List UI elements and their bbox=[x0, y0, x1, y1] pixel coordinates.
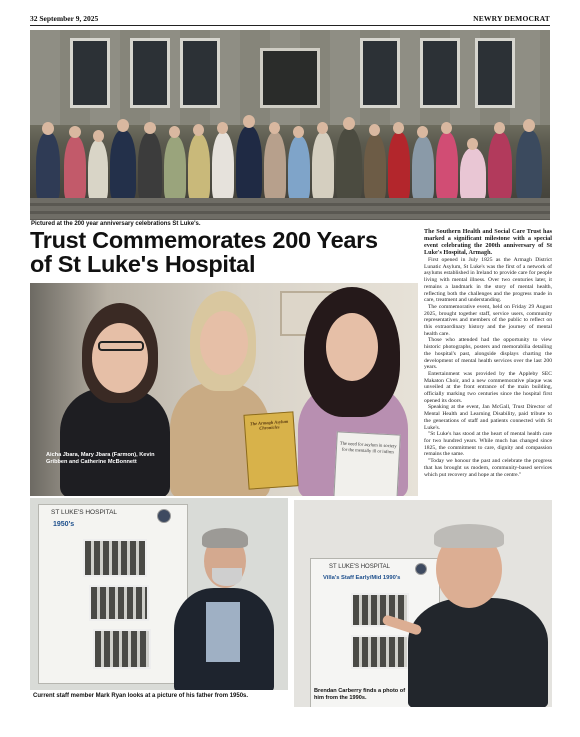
group-photo bbox=[30, 30, 550, 220]
board-subtitle: Villa's Staff Early/Mid 1990's bbox=[323, 575, 401, 581]
article-lead: The Southern Health and Social Care Trust has marked a significant milestone with a special event celebrating the 200th anniversary of St Luke's Hospital, Armagh. bbox=[424, 228, 552, 256]
crowd bbox=[30, 92, 550, 202]
front-steps bbox=[30, 198, 550, 220]
mark-ryan-caption: Current staff member Mark Ryan looks at a picture of his father from 1950s. bbox=[33, 693, 249, 699]
board-title: ST LUKE'S HOSPITAL bbox=[329, 564, 390, 570]
board-title: ST LUKE'S HOSPITAL bbox=[51, 509, 118, 516]
mark-ryan-photo bbox=[30, 498, 288, 690]
trust-seal-icon bbox=[157, 509, 171, 523]
article-body bbox=[424, 228, 552, 478]
staff-photo bbox=[351, 635, 409, 669]
board-year: 1950's bbox=[53, 521, 75, 528]
history-book: The Armagh Asylum Chronicles bbox=[243, 411, 298, 489]
brendan-carberry-photo bbox=[294, 500, 552, 707]
headline: Trust Commemorates 200 Years of St Luke's Hospital bbox=[30, 227, 378, 277]
publication-name: NEWRY DEMOCRAT bbox=[473, 14, 550, 23]
article-paragraph: Speaking at the event, Jan McGall, Trust Director of Mental Health and Learning Disability, paid tribute to the generations of staff and patients connected with St Luke's. bbox=[424, 404, 552, 431]
history-display-board bbox=[38, 504, 188, 684]
article-paragraph: First opened in July 1825 as the Armagh District Lunatic Asylum, St Luke's was the first of a network of asylums established in Ireland to provide care for people living with mental illness. Over two centuries later, it remains a landmark in the story of mental health, reflecting both the challenges and the progress made in care, treatment and understanding. bbox=[424, 257, 552, 304]
article-paragraph: "Today we honour the past and celebrate the progress that has brought us modern, community-based services which put recovery and hope at the centre." bbox=[424, 458, 552, 478]
article-paragraph: Entertainment was provided by the Appleby SEC Makaton Choir, and a new commemorative plaque was unveiled at the front entrance of the main building, officially marking two centuries since the hospital first opened its doors. bbox=[424, 370, 552, 404]
archive-photo bbox=[93, 629, 151, 669]
glasses-icon bbox=[98, 341, 144, 351]
trust-seal-icon bbox=[415, 563, 427, 575]
archive-photo bbox=[83, 539, 147, 577]
women-photo-caption: Aicha Jbara, Mary Jbara (Farmon), Kevin Gribben and Catherine McBonnett bbox=[46, 452, 155, 465]
article-paragraph: "St Luke's has stood at the heart of mental health care for two hundred years. While much has changed since 1825, the commitment to care, dignity and compassion remains the same. bbox=[424, 431, 552, 458]
article-paragraph: Those who attended had the opportunity to view historic photographs, posters and memorabilia detailing the hospital's past, alongside displays charting the development of mental health services over the last 200 years. bbox=[424, 337, 552, 371]
page-date: 32 September 9, 2025 bbox=[30, 14, 99, 23]
brendan-carberry-caption: Brendan Carberry finds a photo of him from the 1990s. bbox=[314, 688, 406, 701]
archive-photo bbox=[89, 585, 149, 621]
page-header bbox=[30, 12, 550, 26]
asylum-booklet: The need for asylum in society for the mentally ill or infirm bbox=[333, 431, 401, 496]
article-paragraph: The commemorative event, held on Friday 29 August 2025, brought together staff, service users, community representatives and members of the public to reflect on this extraordinary history and the journey of mental health care. bbox=[424, 303, 552, 337]
group-photo-caption: Pictured at the 200 year anniversary celebrations St Luke's. bbox=[31, 221, 201, 227]
